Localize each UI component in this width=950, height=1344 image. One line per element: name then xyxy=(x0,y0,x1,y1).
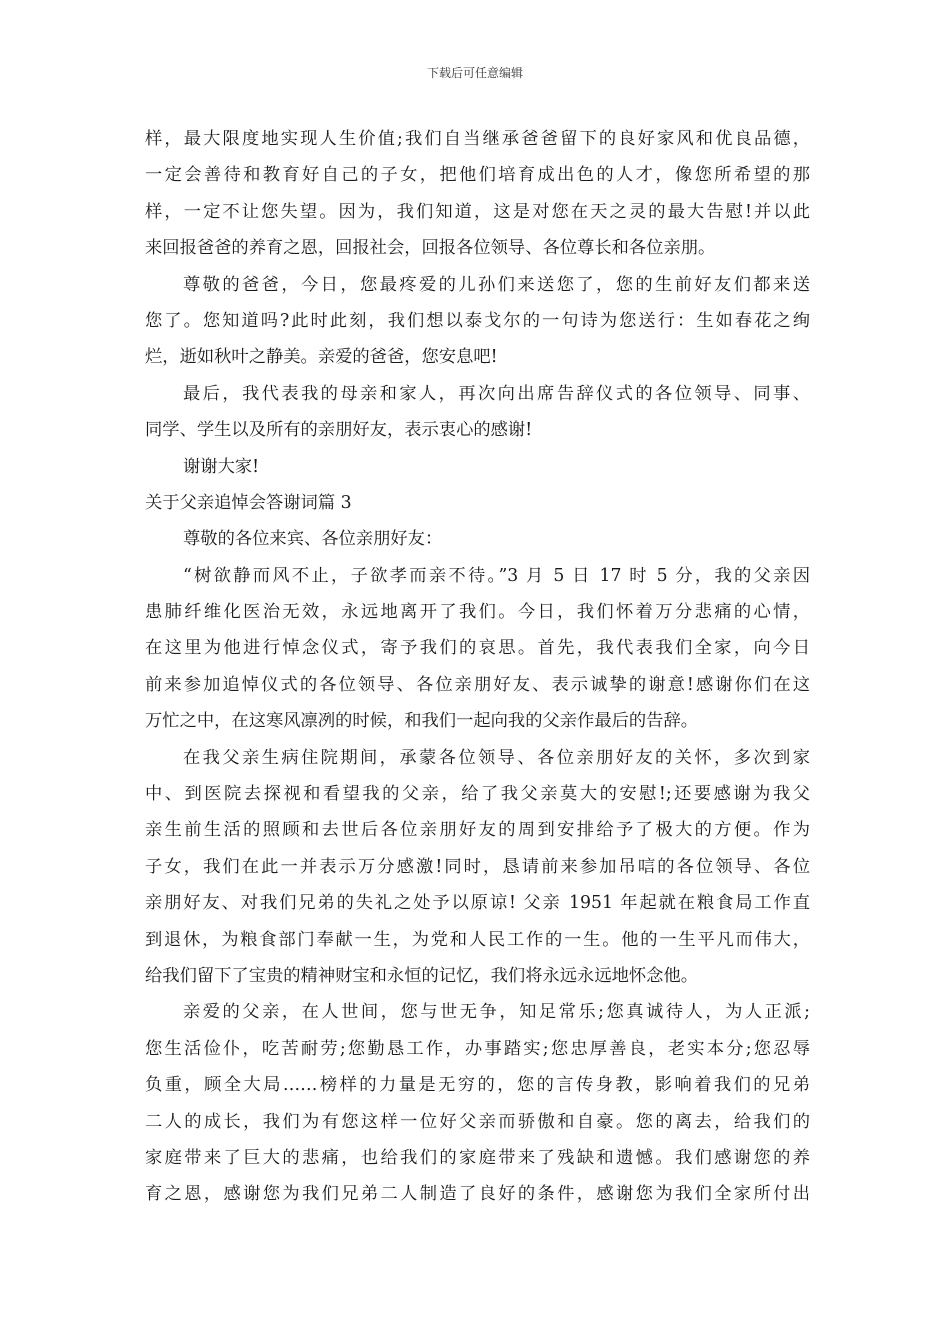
text-line: 在这里为他进行悼念仪式，寄予我们的哀思。首先，我代表我们全家，向今日 xyxy=(145,638,810,659)
text-line: 家庭带来了巨大的悲痛，也给我们的家庭带来了残缺和遗憾。我们感谢您的养 xyxy=(145,1147,810,1168)
text-line: 同学、学生以及所有的亲朋好友，表示衷心的感谢! xyxy=(145,420,533,441)
text-line: 到退休，为粮食部门奉献一生，为党和人民工作的一生。他的一生平凡而伟大， xyxy=(145,929,810,950)
paragraph-first-line: “树欲静而风不止，子欲孝而亲不待。”3 月 5 日 17 时 5 分，我的父亲因 xyxy=(183,565,810,586)
text-line: 关于父亲追悼会答谢词篇 3 xyxy=(145,492,352,513)
paragraph-first-line: 尊敬的爸爸，今日，您最疼爱的儿孙们来送您了，您的生前好友们都来送 xyxy=(183,274,810,295)
text-line: 烂，逝如秋叶之静美。亲爱的爸爸，您安息吧! xyxy=(145,347,498,368)
text-line: 您生活俭仆，吃苦耐劳;您勤恳工作，办事踏实;您忠厚善良，老实本分;您忍辱 xyxy=(145,1038,810,1059)
page-header: 下载后可任意编辑 xyxy=(426,66,523,80)
text-line: 您了。您知道吗?此时此刻，我们想以泰戈尔的一句诗为您送行：生如春花之绚 xyxy=(145,310,810,331)
text-line: 样，一定不让您失望。因为，我们知道，这是对您在天之灵的最大告慰!并以此 xyxy=(145,201,810,222)
paragraph-first-line: 亲爱的父亲，在人世间，您与世无争，知足常乐;您真诚待人，为人正派; xyxy=(183,1002,810,1023)
document-body xyxy=(145,121,810,1213)
text-line: 亲生前生活的照顾和去世后各位亲朋好友的周到安排给予了极大的方便。作为 xyxy=(145,820,810,841)
paragraph-first-line: 最后，我代表我的母亲和家人，再次向出席告辞仪式的各位领导、同事、 xyxy=(183,383,810,404)
text-line: 负重，顾全大局……榜样的力量是无穷的，您的言传身教，影响着我们的兄弟 xyxy=(145,1075,810,1096)
text-line: 二人的成长，我们为有您这样一位好父亲而骄傲和自豪。您的离去，给我们的 xyxy=(145,1111,810,1132)
paragraph-first-line: 谢谢大家! xyxy=(183,456,260,477)
text-line: 给我们留下了宝贵的精神财宝和永恒的记忆，我们将永远永远地怀念他。 xyxy=(145,965,699,986)
text-line: 患肺纤维化医治无效，永远地离开了我们。今日，我们怀着万分悲痛的心情， xyxy=(145,602,810,623)
paragraph-first-line: 在我父亲生病住院期间，承蒙各位领导、各位亲朋好友的关怀，多次到家 xyxy=(183,747,810,768)
text-line: 亲朋好友、对我们兄弟的失礼之处予以原谅! 父亲 1951 年起就在粮食局工作直 xyxy=(145,893,810,914)
text-line: 一定会善待和教育好自己的子女，把他们培育成出色的人才，像您所希望的那 xyxy=(145,165,810,186)
text-line: 中、到医院去探视和看望我的父亲，给了我父亲莫大的安慰!;还要感谢为我父 xyxy=(145,784,810,805)
text-line: 万忙之中，在这寒风凛冽的时候，和我们一起向我的父亲作最后的告辞。 xyxy=(145,711,699,732)
text-line: 来回报爸爸的养育之恩，回报社会，回报各位领导、各位尊长和各位亲朋。 xyxy=(145,238,716,259)
text-line: 样，最大限度地实现人生价值;我们自当继承爸爸留下的良好家风和优良品德， xyxy=(145,129,810,149)
paragraph-first-line: 尊敬的各位来宾、各位亲朋好友： xyxy=(183,529,443,550)
text-line: 子女，我们在此一并表示万分感激!同时，恳请前来参加吊唁的各位领导、各位 xyxy=(145,856,810,877)
text-line: 前来参加追悼仪式的各位领导、各位亲朋好友、表示诚挚的谢意!感谢你们在这 xyxy=(145,674,810,695)
text-line: 育之恩，感谢您为我们兄弟二人制造了良好的条件，感谢您为我们全家所付出 xyxy=(145,1184,810,1205)
